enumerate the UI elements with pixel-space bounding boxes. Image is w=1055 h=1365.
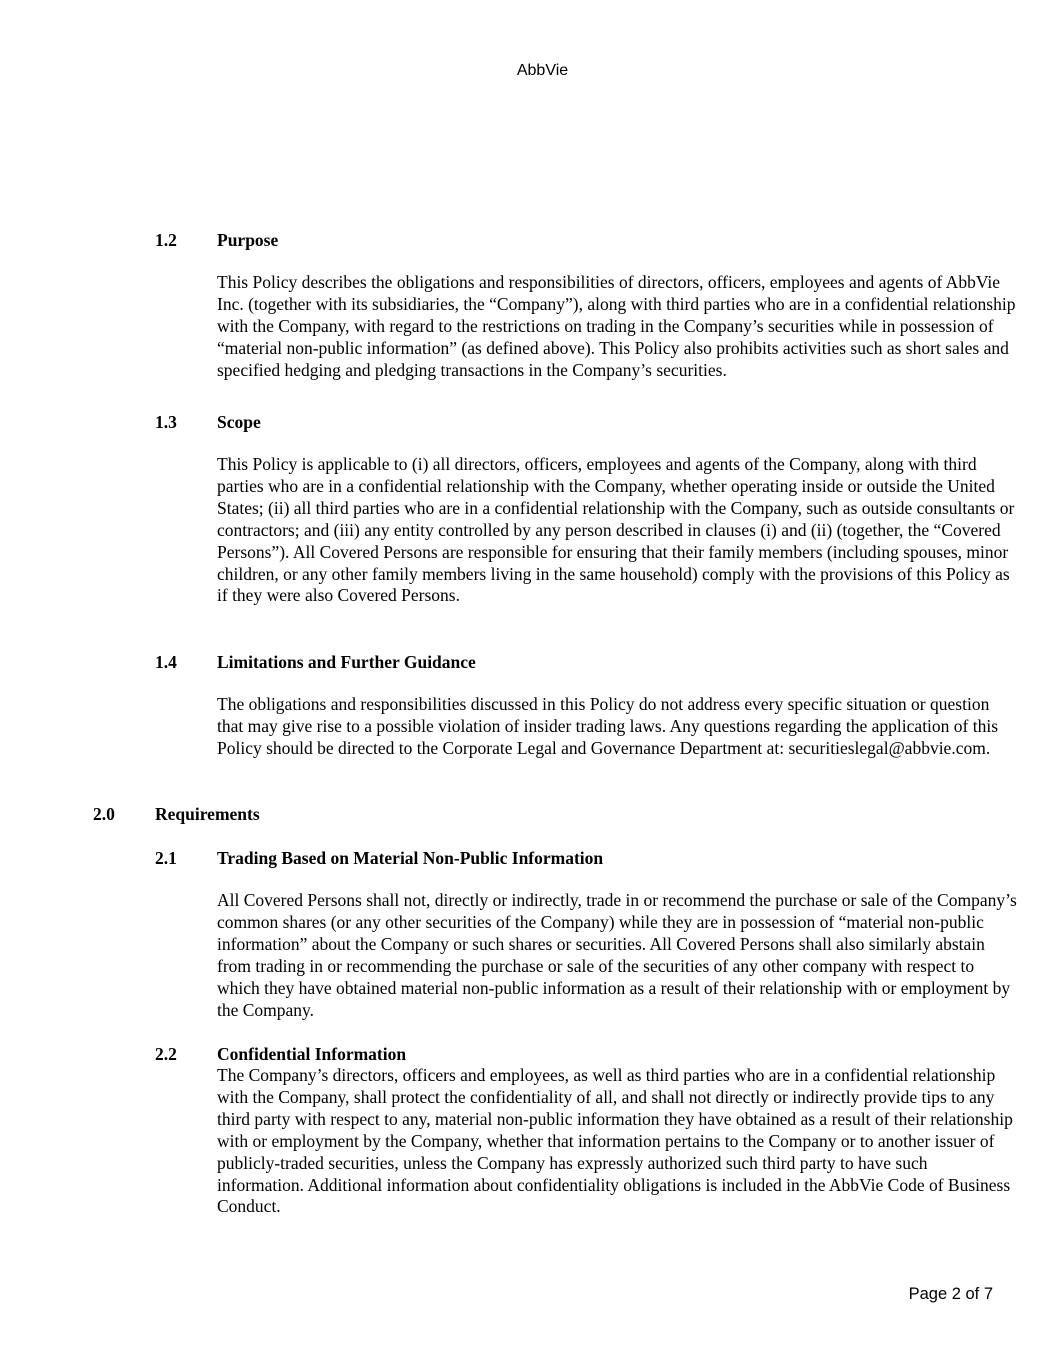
section-1-3-body: This Policy is applicable to (i) all directors, officers, employees and agents of the Company, along with third parties who are in a confidential relationship with the Company, whether operating inside or outside the United States; (ii) all third parties who are in a confidential relationship with the Company, such as outside consultants or contractors; and (iii) any entity controlled by any person described in clauses (i) and (ii) (together, the “Covered Persons”). All Covered Persons are responsible for ensuring that their family members (including spouses, minor children, or any other family members living in the same household) comply with the provisions of this Policy as if they were also Covered Persons. xyxy=(217,454,1015,606)
section-number: 2.0 xyxy=(93,804,115,824)
section-title: Confidential Information xyxy=(217,1044,407,1064)
section-1-2-body: This Policy describes the obligations and responsibilities of directors, officers, employees and agents of AbbVie Inc. (together with its subsidiaries, the “Company”), along with third parties who are in a confidential relationship with the Company, with regard to the restrictions on trading in the Company’s securities while in possession of “material non-public information” (as defined above). This Policy also prohibits activities such as short sales and specified hedging and pledging transactions in the Company’s securities. xyxy=(217,272,1016,380)
section-number: 1.4 xyxy=(155,652,177,672)
section-title: Purpose xyxy=(217,230,279,250)
section-number: 1.3 xyxy=(155,412,177,432)
section-title: Trading Based on Material Non-Public Information xyxy=(217,848,604,868)
section-number: 2.2 xyxy=(155,1044,177,1064)
section-title: Scope xyxy=(217,412,261,432)
section-title: Limitations and Further Guidance xyxy=(217,652,476,672)
section-2-1-body: All Covered Persons shall not, directly or indirectly, trade in or recommend the purchase or sale of the Company’s common shares (or any other securities of the Company) while they are in possession of “material non-public information” about the Company or such shares or securities. All Covered Persons shall also similarly abstain from trading in or recommending the purchase or sale of the securities of any other company with respect to which they have obtained material non-public information as a result of their relationship with or employment by the Company. xyxy=(217,890,1017,1020)
section-number: 1.2 xyxy=(155,230,177,250)
section-2-2-body: The Company’s directors, officers and employees, as well as third parties who are in a confidential relationship with the Company, shall protect the confidentiality of all, and shall not directly or indirectly provide tips to any third party with respect to any, material non-public information they have obtained as a result of their relationship with or employment by the Company, whether that information pertains to the Company or to another issuer of publicly-traded securities, unless the Company has expressly authorized such third party to have such information. Additional information about confidentiality obligations is included in the AbbVie Code of Business Conduct. xyxy=(217,1065,1013,1217)
page-number: Page 2 of 7 xyxy=(908,1285,993,1303)
section-title: Requirements xyxy=(155,804,260,824)
section-1-4-body: The obligations and responsibilities discussed in this Policy do not address every specific situation or question that may give rise to a possible violation of insider trading laws. Any questions regarding the application of this Policy should be directed to the Corporate Legal and Governance Department at: securitieslegal@abbvie.com. xyxy=(217,694,999,758)
header-title: AbbVie xyxy=(516,62,569,79)
section-number: 2.1 xyxy=(155,848,177,868)
